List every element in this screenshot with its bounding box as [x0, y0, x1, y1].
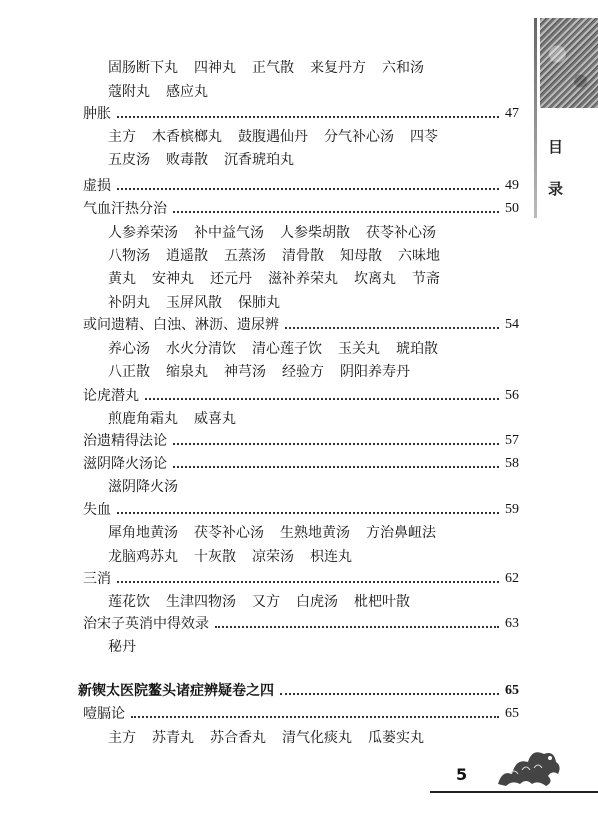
- toc-dot-leader: [131, 716, 499, 718]
- prescription-list: [108, 268, 440, 290]
- prescription-name: 滋阴降火汤: [108, 479, 178, 495]
- toc-dot-leader: [215, 626, 499, 628]
- prescription-name: 茯苓补心汤: [194, 525, 264, 541]
- prescription-list: [108, 57, 424, 79]
- prescription-name: 莲花饮: [108, 594, 150, 610]
- prescription-name: 六味地: [398, 248, 440, 264]
- prescription-name: 正气散: [252, 60, 294, 76]
- prescription-name: 感应丸: [166, 84, 208, 100]
- prescription-name: 坎离丸: [354, 271, 396, 287]
- toc-entry-title: 失血: [83, 502, 111, 518]
- toc-entry: [83, 568, 519, 590]
- prescription-name: 清气化痰丸: [282, 730, 352, 746]
- prescription-list: [108, 149, 294, 171]
- prescription-list: [108, 636, 136, 658]
- prescription-name: 方治鼻衄法: [366, 525, 436, 541]
- prescription-name: 主方: [108, 129, 136, 145]
- toc-entry-title: 气血汗热分治: [83, 201, 167, 217]
- prescription-name: 固肠断下丸: [108, 60, 178, 76]
- prescription-name: 人参柴胡散: [280, 225, 350, 241]
- toc-entry: [83, 453, 519, 475]
- toc-entry-title: 虚损: [83, 178, 111, 194]
- prescription-list: [108, 338, 438, 360]
- prescription-name: 清骨散: [282, 248, 324, 264]
- prescription-name: 清心莲子饮: [252, 341, 322, 357]
- toc-page-number: 62: [505, 571, 519, 586]
- prescription-name: 蔻附丸: [108, 84, 150, 100]
- toc-entry: [83, 385, 519, 407]
- toc-dot-leader: [117, 116, 499, 118]
- side-decoration-pattern: [540, 18, 598, 108]
- prescription-name: 沉香琥珀丸: [224, 152, 294, 168]
- prescription-list: [108, 522, 436, 544]
- toc-dot-leader: [173, 466, 499, 468]
- prescription-name: 缩泉丸: [166, 364, 208, 380]
- toc-page-number: 65: [505, 683, 519, 698]
- prescription-list: [108, 245, 440, 267]
- dragon-ornament-icon: [492, 740, 564, 790]
- prescription-list: [108, 408, 236, 430]
- prescription-name: 十灰散: [194, 549, 236, 565]
- toc-page-number: 59: [505, 502, 519, 517]
- toc-entry: [83, 198, 519, 220]
- prescription-name: 枇杷叶散: [354, 594, 410, 610]
- prescription-name: 知母散: [340, 248, 382, 264]
- prescription-name: 苏青丸: [152, 730, 194, 746]
- toc-entry-title: 三消: [83, 571, 111, 587]
- prescription-list: [108, 476, 178, 498]
- prescription-list: [108, 126, 438, 148]
- prescription-name: 滋补养荣丸: [268, 271, 338, 287]
- prescription-name: 茯苓补心汤: [366, 225, 436, 241]
- toc-dot-leader: [145, 398, 499, 400]
- toc-dot-leader: [280, 693, 499, 695]
- prescription-list: [108, 292, 280, 314]
- prescription-name: 节斋: [412, 271, 440, 287]
- toc-entry-title: 治遗精得法论: [83, 433, 167, 449]
- toc-dot-leader: [117, 512, 499, 514]
- toc-entry: [83, 175, 519, 197]
- toc-page-number: 58: [505, 456, 519, 471]
- toc-dot-leader: [117, 581, 499, 583]
- prescription-name: 瓜蒌实丸: [368, 730, 424, 746]
- toc-entry-title: 肿胀: [83, 106, 111, 122]
- prescription-name: 犀角地黄汤: [108, 525, 178, 541]
- toc-volume-heading: [78, 680, 519, 702]
- toc-page-number: 49: [505, 178, 519, 193]
- prescription-list: [108, 591, 410, 613]
- footer-rule: [430, 791, 598, 793]
- toc-page-number: 56: [505, 388, 519, 403]
- side-decoration-line: [534, 18, 537, 218]
- prescription-list: [108, 727, 424, 749]
- prescription-name: 玉屏风散: [166, 295, 222, 311]
- prescription-name: 八物汤: [108, 248, 150, 264]
- prescription-name: 补阴丸: [108, 295, 150, 311]
- toc-entry-title: 治宋子英消中得效录: [83, 616, 209, 632]
- prescription-list: [108, 361, 410, 383]
- prescription-name: 八正散: [108, 364, 150, 380]
- toc-page-number: 50: [505, 201, 519, 216]
- toc-page-number: 54: [505, 317, 519, 332]
- prescription-name: 败毒散: [166, 152, 208, 168]
- toc-entry: [83, 499, 519, 521]
- toc-page-number: 65: [505, 706, 519, 721]
- prescription-name: 四神丸: [194, 60, 236, 76]
- prescription-name: 养心汤: [108, 341, 150, 357]
- prescription-name: 水火分清饮: [166, 341, 236, 357]
- prescription-name: 还元丹: [210, 271, 252, 287]
- prescription-name: 主方: [108, 730, 136, 746]
- prescription-name: 神芎汤: [224, 364, 266, 380]
- prescription-name: 生熟地黄汤: [280, 525, 350, 541]
- prescription-name: 四苓: [410, 129, 438, 145]
- prescription-name: 五蒸汤: [224, 248, 266, 264]
- prescription-name: 逍遥散: [166, 248, 208, 264]
- prescription-list: [108, 222, 436, 244]
- toc-dot-leader: [285, 327, 499, 329]
- toc-dot-leader: [173, 443, 499, 445]
- prescription-name: 鼓腹遇仙丹: [238, 129, 308, 145]
- toc-page-number: 57: [505, 433, 519, 448]
- prescription-name: 秘丹: [108, 639, 136, 655]
- prescription-name: 生津四物汤: [166, 594, 236, 610]
- toc-entry-title: 论虎潜丸: [83, 388, 139, 404]
- prescription-name: 龙脑鸡苏丸: [108, 549, 178, 565]
- toc-entry: [83, 703, 519, 725]
- prescription-name: 威喜丸: [194, 411, 236, 427]
- prescription-name: 分气补心汤: [324, 129, 394, 145]
- prescription-name: 阴阳养寿丹: [340, 364, 410, 380]
- prescription-name: 五皮汤: [108, 152, 150, 168]
- side-tab-char-mu: 目: [548, 138, 564, 156]
- prescription-name: 琥珀散: [396, 341, 438, 357]
- prescription-list: [108, 546, 352, 568]
- prescription-name: 苏合香丸: [210, 730, 266, 746]
- prescription-name: 补中益气汤: [194, 225, 264, 241]
- toc-entry-title: 新锲太医院鳌头诸症辨疑卷之四: [78, 683, 274, 699]
- toc-entry: [83, 314, 519, 336]
- prescription-list: [108, 81, 208, 103]
- toc-entry-title: 噎膈论: [83, 706, 125, 722]
- prescription-name: 木香槟榔丸: [152, 129, 222, 145]
- page-number: 5: [456, 765, 468, 784]
- toc-entry: [83, 613, 519, 635]
- toc-entry-title: 滋阴降火汤论: [83, 456, 167, 472]
- prescription-name: 白虎汤: [296, 594, 338, 610]
- prescription-name: 人参养荣汤: [108, 225, 178, 241]
- toc-page-number: 63: [505, 616, 519, 631]
- toc-entry: [83, 430, 519, 452]
- prescription-name: 枳连丸: [310, 549, 352, 565]
- prescription-name: 保肺丸: [238, 295, 280, 311]
- toc-page-number: 47: [505, 106, 519, 121]
- prescription-name: 黄丸: [108, 271, 136, 287]
- prescription-name: 安神丸: [152, 271, 194, 287]
- prescription-name: 又方: [252, 594, 280, 610]
- prescription-name: 煎鹿角霜丸: [108, 411, 178, 427]
- side-tab-char-lu: 录: [548, 180, 564, 198]
- prescription-name: 来复丹方: [310, 60, 366, 76]
- prescription-name: 玉关丸: [338, 341, 380, 357]
- toc-dot-leader: [117, 188, 499, 190]
- prescription-name: 凉荣汤: [252, 549, 294, 565]
- toc-dot-leader: [173, 211, 499, 213]
- prescription-name: 经验方: [282, 364, 324, 380]
- toc-entry: [83, 103, 519, 125]
- prescription-name: 六和汤: [382, 60, 424, 76]
- toc-entry-title: 或问遗精、白浊、淋沥、遗尿辨: [83, 317, 279, 333]
